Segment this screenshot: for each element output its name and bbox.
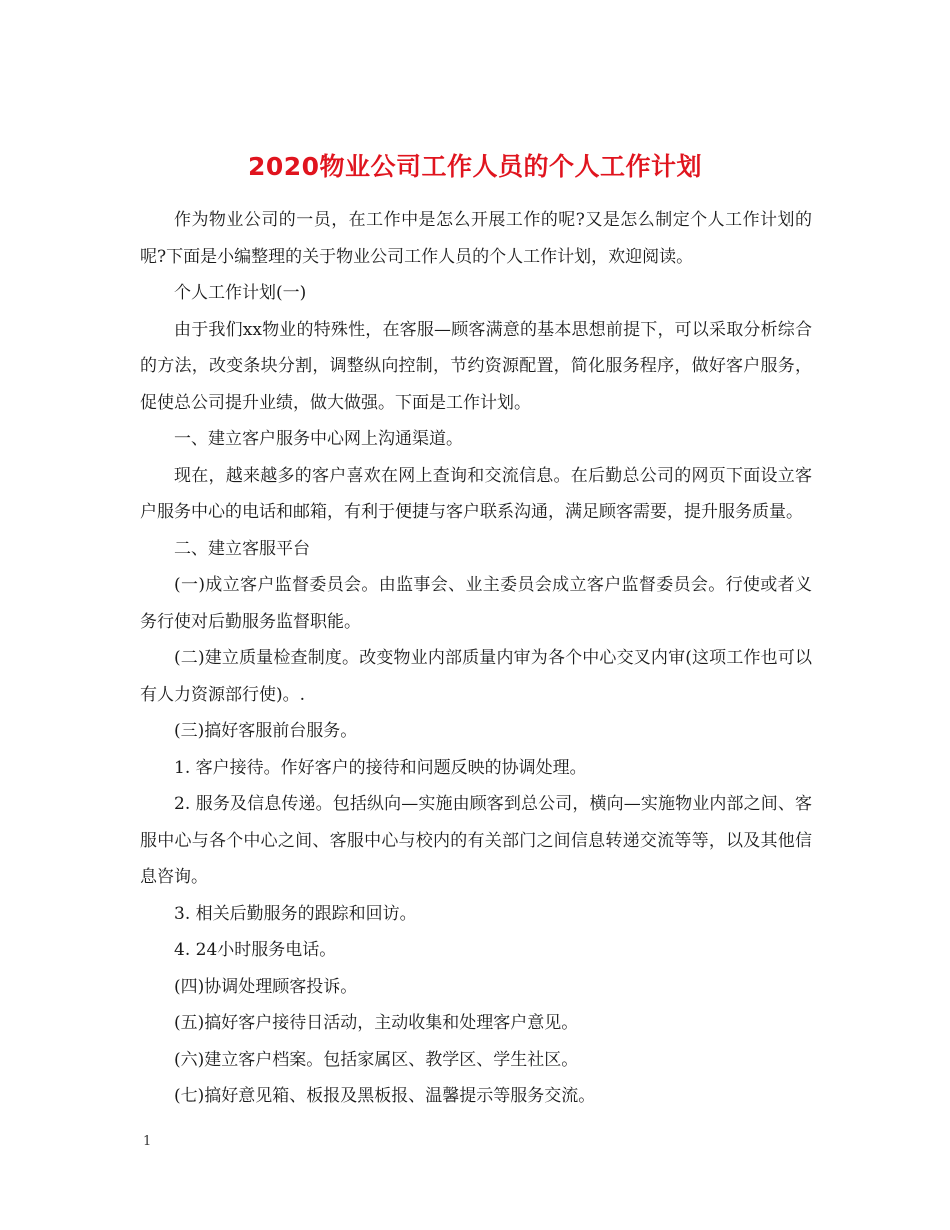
paragraph-item-7: (七)搞好意见箱、板报及黑板报、温馨提示等服务交流。 bbox=[174, 1086, 596, 1106]
paragraph-background: 由于我们xx物业的特殊性，在客服—顾客满意的基本思想前提下，可以采取分析综合的方法，改变条块分割，调整纵向控制，节约资源配置，简化服务程序，做好客户服务，促使总公司提升业绩，做大做强。下面是工作计划。 bbox=[140, 319, 812, 413]
paragraph-section-1: 一、建立客户服务中心网上沟通渠道。 bbox=[174, 429, 463, 449]
paragraph-heading-plan-1: 个人工作计划(一) bbox=[174, 283, 307, 303]
paragraph-subitem-1: 1. 客户接待。作好客户的接待和问题反映的协调处理。 bbox=[174, 757, 587, 778]
document-body bbox=[140, 202, 812, 1115]
paragraph-online-channel: 现在，越来越多的客户喜欢在网上查询和交流信息。在后勤总公司的网页下面设立客户服务中心的电话和邮箱，有利于便捷与客户联系沟通，满足顾客需要，提升服务质量。 bbox=[140, 465, 812, 522]
paragraph-item-3: (三)搞好客服前台服务。 bbox=[174, 721, 358, 741]
page-number: 1 bbox=[143, 1134, 152, 1149]
paragraph-item-2: (二)建立质量检查制度。改变物业内部质量内审为各个中心交叉内审(这项工作也可以有人力资源部行使)。. bbox=[140, 648, 812, 705]
paragraph-item-1: (一)成立客户监督委员会。由监事会、业主委员会成立客户监督委员会。行使或者义务行使对后勤服务监督职能。 bbox=[140, 575, 812, 632]
paragraph-subitem-4: 4. 24小时服务电话。 bbox=[174, 940, 337, 960]
paragraph-item-6: (六)建立客户档案。包括家属区、教学区、学生社区。 bbox=[174, 1049, 579, 1070]
paragraph-item-4: (四)协调处理顾客投诉。 bbox=[174, 976, 358, 997]
paragraph-item-5: (五)搞好客户接待日活动，主动收集和处理客户意见。 bbox=[174, 1013, 579, 1033]
paragraph-subitem-2: 2. 服务及信息传递。包括纵向—实施由顾客到总公司，横向—实施物业内部之间、客服中心与各个中心之间、客服中心与校内的有关部门之间信息转递交流等等，以及其他信息咨询。 bbox=[140, 794, 812, 887]
paragraph-subitem-3: 3. 相关后勤服务的跟踪和回访。 bbox=[174, 903, 417, 924]
paragraph-intro: 作为物业公司的一员，在工作中是怎么开展工作的呢?又是怎么制定个人工作计划的呢?下面是小编整理的关于物业公司工作人员的个人工作计划，欢迎阅读。 bbox=[140, 210, 812, 267]
document-title: 2020物业公司工作人员的个人工作计划 bbox=[247, 151, 703, 181]
paragraph-section-2: 二、建立客服平台 bbox=[174, 538, 310, 559]
